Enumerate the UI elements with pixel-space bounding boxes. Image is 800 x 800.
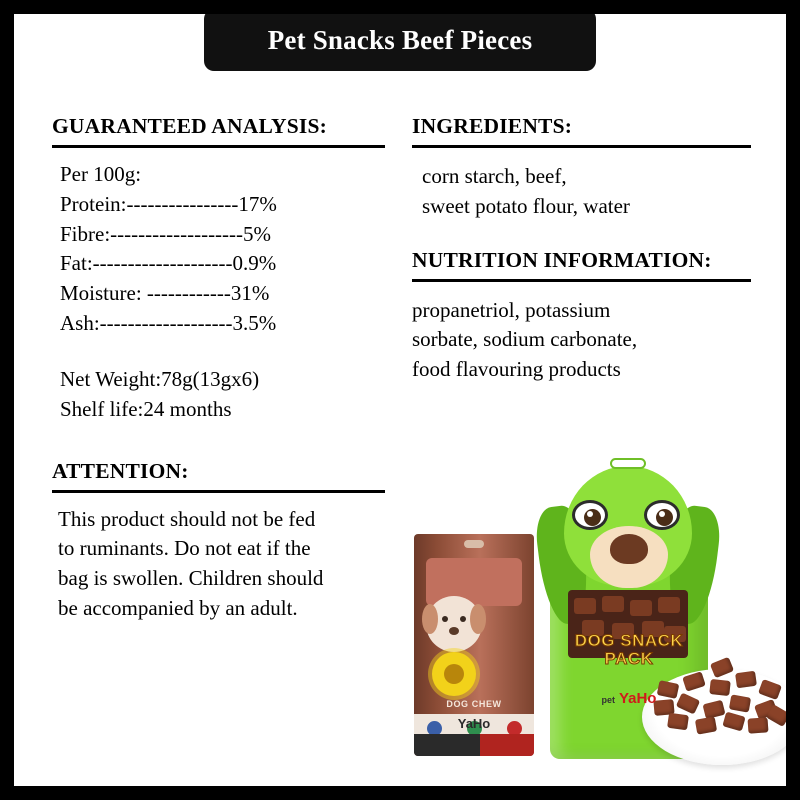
attention-line-1: This product should not be fed	[58, 506, 316, 531]
brown-dog-eye-right-icon	[460, 616, 466, 622]
attention-line-3: bag is swollen. Children should	[58, 566, 324, 591]
dog-pupil-left-icon	[584, 509, 601, 526]
dog-eye-right-icon	[644, 500, 680, 530]
brown-dog-ear-right-icon	[470, 604, 486, 634]
analysis-row-fibre: Fibre:-------------------5%	[60, 221, 272, 246]
dog-eye-left-icon	[572, 500, 608, 530]
analysis-row-protein: Protein:----------------17%	[60, 191, 277, 216]
green-pack-label	[550, 632, 708, 668]
ingredients-rule	[412, 145, 751, 148]
guaranteed-analysis-rule	[52, 145, 385, 148]
poster-sheet	[14, 14, 786, 786]
weight-block	[52, 365, 392, 425]
green-pack-brand-prefix: pet	[601, 695, 616, 705]
attention-body	[52, 505, 392, 624]
page-title: Pet Snacks Beef Pieces	[267, 24, 533, 55]
green-pack-label-line-2: PACK	[604, 648, 654, 668]
brown-pack-hang-hole	[464, 540, 484, 548]
brown-product-pack	[414, 534, 534, 756]
nutrition-line-2: sorbate, sodium carbonate,	[412, 327, 638, 352]
right-column	[412, 114, 757, 385]
brown-pack-footer-bar	[414, 734, 534, 756]
ingredients-body	[412, 162, 757, 222]
brown-pack-dog-icon	[426, 596, 482, 652]
nutrition-line-3: food flavouring products	[412, 357, 621, 382]
attention-heading: ATTENTION:	[52, 458, 189, 483]
sunburst-icon	[432, 652, 476, 696]
analysis-row-fat: Fat:--------------------0.9%	[60, 251, 277, 276]
analysis-basis: Per 100g:	[60, 162, 142, 186]
net-weight: Net Weight:78g(13gx6)	[60, 366, 260, 391]
attention-section	[52, 459, 392, 624]
dog-nose-icon	[610, 534, 648, 564]
ingredients-heading: INGREDIENTS:	[412, 114, 573, 138]
attention-line-4: be accompanied by an adult.	[58, 595, 298, 620]
brown-dog-eye-left-icon	[442, 616, 448, 622]
title-banner	[204, 14, 596, 71]
brown-pack-brand: YaHo	[457, 716, 491, 731]
product-photo	[404, 434, 786, 786]
green-pack-brand-name: YaHo	[618, 690, 657, 707]
nutrition-body	[412, 296, 757, 385]
left-column	[52, 114, 392, 624]
brown-dog-ear-left-icon	[422, 604, 438, 634]
guaranteed-analysis-heading: GUARANTEED ANALYSIS:	[52, 114, 328, 138]
attention-rule	[52, 490, 385, 493]
shelf-life: Shelf life:24 months	[60, 396, 232, 421]
green-pack-brand	[550, 690, 708, 707]
nutrition-heading: NUTRITION INFORMATION:	[412, 247, 712, 272]
analysis-row-moisture: Moisture: ------------31%	[60, 281, 270, 306]
ingredients-line-1: corn starch, beef,	[422, 164, 567, 188]
brown-dog-nose-icon	[449, 627, 459, 635]
ingredients-line-2: sweet potato flour, water	[422, 193, 630, 218]
green-pack-hang-hole	[610, 458, 646, 469]
nutrition-line-1: propanetriol, potassium	[412, 297, 611, 322]
analysis-row-ash: Ash:-------------------3.5%	[60, 311, 277, 336]
dog-pupil-right-icon	[656, 509, 673, 526]
nutrition-section	[412, 248, 757, 385]
guaranteed-analysis-list	[52, 160, 392, 339]
nutrition-rule	[412, 279, 751, 282]
green-pack-label-line-1: DOG SNACK	[574, 631, 684, 650]
brown-pack-label: DOG CHEW	[446, 699, 502, 709]
attention-line-2: to ruminants. Do not eat if the	[58, 536, 311, 561]
